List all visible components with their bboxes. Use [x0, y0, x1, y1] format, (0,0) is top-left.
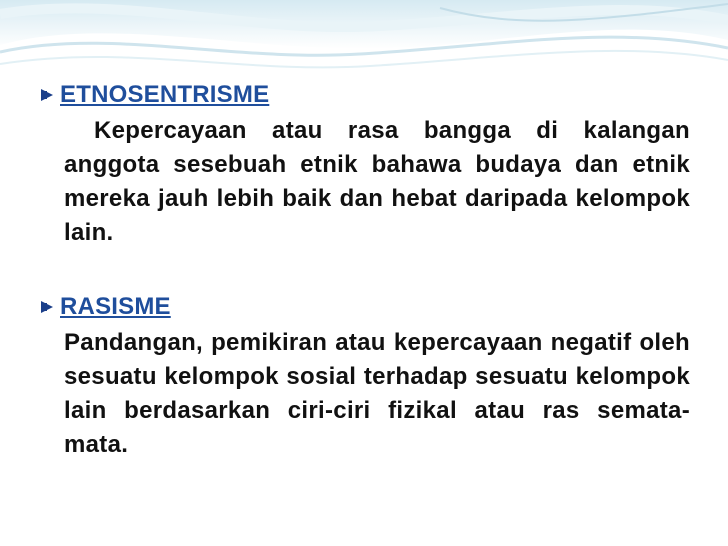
heading-rasisme: RASISME	[60, 293, 171, 320]
list-item	[40, 290, 690, 324]
definition-rasisme: Pandangan, pemikiran atau kepercayaan negatif oleh sesuatu kelompok sosial terhadap sesuatu kelompok lain berdasarkan ciri-ciri fizikal atau ras semata-mata.	[64, 329, 690, 458]
square-arrow-bullet-icon	[40, 78, 60, 112]
header-wave-decoration	[0, 0, 728, 80]
heading-etnosentrisme: ETNOSENTRISME	[60, 81, 270, 108]
definition-etnosentrisme: Kepercayaan atau rasa bangga di kalangan anggota sesebuah etnik bahawa budaya dan etnik mereka jauh lebih baik dan hebat daripada kelompok lain.	[64, 117, 690, 246]
square-arrow-bullet-icon	[40, 290, 60, 324]
slide-content	[40, 78, 690, 462]
list-item	[40, 78, 690, 112]
